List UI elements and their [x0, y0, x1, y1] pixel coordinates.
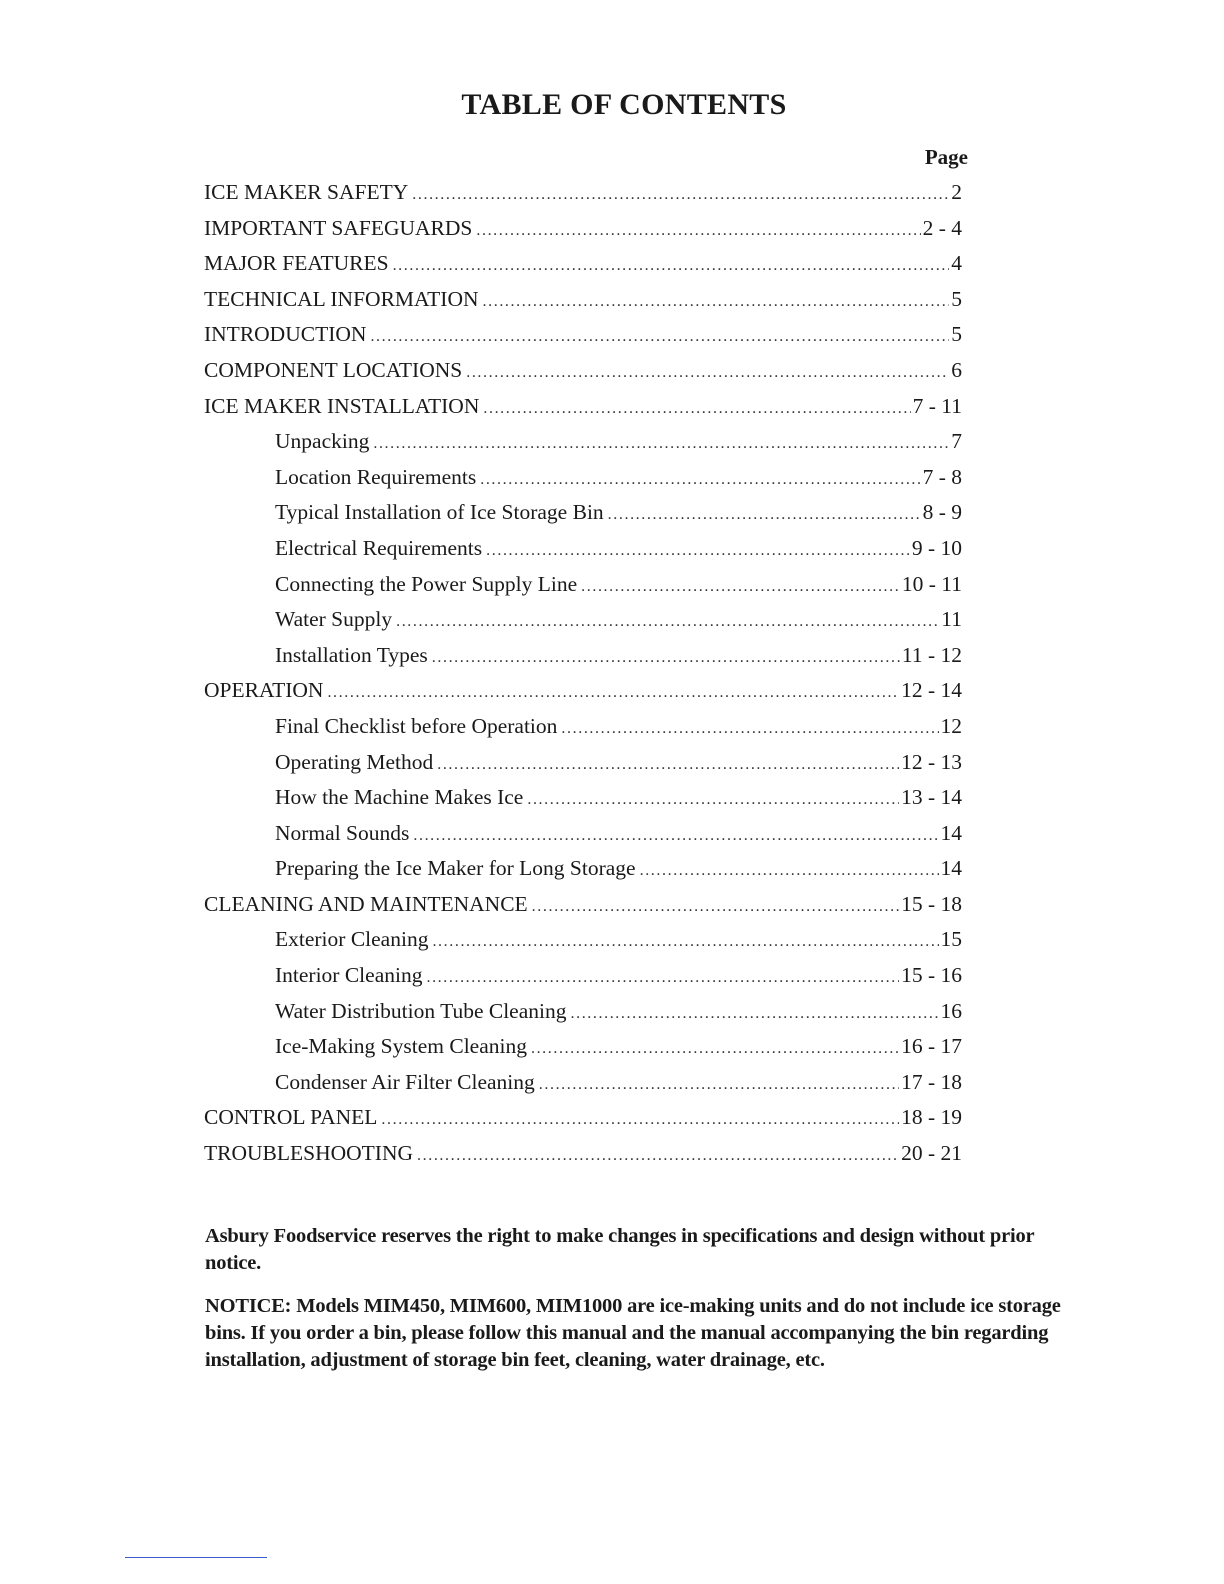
dot-leader: [396, 604, 939, 640]
dot-leader: [531, 1031, 899, 1067]
toc-entry-label: Ice-Making System Cleaning: [275, 1034, 527, 1059]
toc-subentry: [204, 567, 962, 603]
toc-entry: [204, 887, 962, 923]
toc-entry-label: CLEANING AND MAINTENANCE: [204, 891, 528, 916]
toc-entry-page: 2 - 4: [922, 215, 962, 240]
dot-leader: [476, 213, 920, 249]
toc-subentry: [204, 745, 962, 781]
dot-leader: [561, 711, 938, 747]
dot-leader: [381, 1102, 899, 1138]
toc-entry-label: Typical Installation of Ice Storage Bin: [275, 500, 604, 525]
dot-leader: [527, 782, 899, 818]
dot-leader: [437, 747, 899, 783]
toc-entry-page: 4: [951, 251, 962, 276]
toc-entry-label: INTRODUCTION: [204, 322, 367, 347]
toc-entry-label: Condenser Air Filter Cleaning: [275, 1069, 535, 1094]
dot-leader: [413, 818, 938, 854]
toc-subentry: [204, 816, 962, 852]
toc-subentry: [204, 994, 962, 1030]
dot-leader: [608, 497, 921, 533]
toc-entry: [204, 317, 962, 353]
dot-leader: [432, 640, 900, 676]
toc-subentry: [204, 460, 962, 496]
dot-leader: [417, 1138, 899, 1174]
toc-entry-page: 7: [951, 429, 962, 454]
toc-entry-page: 16: [940, 998, 962, 1023]
toc-subentry: [204, 495, 962, 531]
toc-entry-label: Water Distribution Tube Cleaning: [275, 998, 567, 1023]
dot-leader: [393, 248, 950, 284]
toc-subentry: [204, 638, 962, 674]
toc-entry-label: MAJOR FEATURES: [204, 251, 389, 276]
dot-leader: [640, 853, 939, 889]
toc-subentry: [204, 1065, 962, 1101]
toc-entry-label: Location Requirements: [275, 464, 477, 489]
toc-subentry: [204, 851, 962, 887]
toc-entry-label: Preparing the Ice Maker for Long Storage: [275, 856, 636, 881]
toc-entry-page: 12 - 13: [901, 749, 962, 774]
toc-entry: [204, 353, 962, 389]
toc-entry-label: Connecting the Power Supply Line: [275, 571, 578, 596]
toc-entry-page: 2: [951, 180, 962, 204]
toc-entry-label: OPERATION: [204, 678, 324, 703]
toc-entry-label: Final Checklist before Operation: [275, 713, 558, 738]
toc-entry: [204, 389, 962, 425]
toc-entry-page: 15: [940, 927, 962, 952]
toc-entry-label: ICE MAKER SAFETY: [204, 180, 409, 204]
toc-subentry: [204, 602, 962, 638]
toc-entry-page: 9 - 10: [911, 535, 962, 560]
toc-entry-page: 18 - 19: [901, 1105, 962, 1130]
toc-entry-label: TROUBLESHOOTING: [204, 1141, 414, 1166]
dot-leader: [539, 1067, 899, 1103]
toc-entry-page: 17 - 18: [901, 1069, 962, 1094]
dot-leader: [480, 462, 920, 498]
toc-entry-page: 12 - 14: [901, 678, 962, 703]
toc-entry-label: Electrical Requirements: [275, 535, 483, 560]
toc-entry-page: 16 - 17: [901, 1034, 962, 1059]
toc-entry-page: 15 - 18: [901, 891, 962, 916]
toc-entry-page: 7 - 11: [912, 393, 962, 418]
toc-entry: [204, 282, 962, 318]
toc-entry-page: 7 - 8: [922, 464, 962, 489]
toc-entry: [204, 1100, 962, 1136]
footer-rule: [125, 1557, 267, 1558]
toc-subentry: [204, 958, 962, 994]
toc-entry-page: 8 - 9: [922, 500, 962, 525]
toc-entry: [204, 246, 962, 282]
toc-entry-page: 10 - 11: [901, 571, 962, 596]
toc-entry-label: Water Supply: [275, 607, 393, 632]
specifications-disclaimer: Asbury Foodservice reserves the right to make changes in specifications and design without prior notice.: [205, 1225, 1035, 1274]
toc-subentry: [204, 424, 962, 460]
toc-entry: [204, 1136, 962, 1172]
dot-leader: [571, 996, 939, 1032]
toc-entry-page: 5: [951, 322, 962, 347]
dot-leader: [532, 889, 899, 925]
page-column-header: Page: [924, 145, 968, 169]
toc-entry-label: Operating Method: [275, 749, 434, 774]
toc-entry-label: Unpacking: [275, 429, 370, 454]
toc-entry-page: 14: [940, 856, 962, 881]
toc-subentry: [204, 531, 962, 567]
toc-entry-label: ICE MAKER INSTALLATION: [204, 393, 480, 418]
toc-entry-label: Installation Types: [275, 642, 428, 667]
toc-entry-label: Normal Sounds: [275, 820, 410, 845]
toc-entry-label: TECHNICAL INFORMATION: [204, 286, 479, 311]
toc-subentry: [204, 780, 962, 816]
toc-entry-label: Interior Cleaning: [275, 963, 423, 988]
page-title: TABLE OF CONTENTS: [461, 88, 787, 121]
toc-entry-page: 11 - 12: [901, 642, 962, 667]
toc-entry-page: 11: [941, 607, 962, 632]
dot-leader: [412, 177, 949, 213]
toc-entry: [204, 211, 962, 247]
dot-leader: [426, 960, 899, 996]
table-of-contents: [204, 175, 962, 1172]
models-notice: NOTICE: Models MIM450, MIM600, MIM1000 are ice-making units and do not include ice storage bins. If you order a bin, please follow this manual and the manual accompanying the bin regarding installation, adjustment of storage bin feet, cleaning, water drainage, etc.: [205, 1295, 1061, 1371]
toc-entry: [204, 175, 962, 211]
dot-leader: [581, 569, 900, 605]
dot-leader: [466, 355, 949, 391]
dot-leader: [373, 426, 949, 462]
toc-entry-page: 15 - 16: [901, 963, 962, 988]
toc-entry-page: 14: [940, 820, 962, 845]
toc-entry-page: 12: [940, 713, 962, 738]
dot-leader: [486, 533, 910, 569]
toc-entry-label: CONTROL PANEL: [204, 1105, 378, 1130]
dot-leader: [483, 284, 950, 320]
dot-leader: [483, 391, 910, 427]
toc-entry-label: COMPONENT LOCATIONS: [204, 357, 463, 382]
toc-entry-page: 13 - 14: [901, 785, 962, 810]
toc-entry-page: 6: [951, 357, 962, 382]
dot-leader: [327, 675, 899, 711]
dot-leader: [370, 319, 949, 355]
toc-subentry: [204, 922, 962, 958]
toc-entry: [204, 673, 962, 709]
toc-entry-label: Exterior Cleaning: [275, 927, 429, 952]
toc-entry-label: How the Machine Makes Ice: [275, 785, 524, 810]
dot-leader: [432, 924, 938, 960]
toc-subentry: [204, 1029, 962, 1065]
toc-entry-page: 20 - 21: [901, 1141, 962, 1166]
toc-subentry: [204, 709, 962, 745]
toc-entry-page: 5: [951, 286, 962, 311]
toc-entry-label: IMPORTANT SAFEGUARDS: [204, 215, 473, 240]
